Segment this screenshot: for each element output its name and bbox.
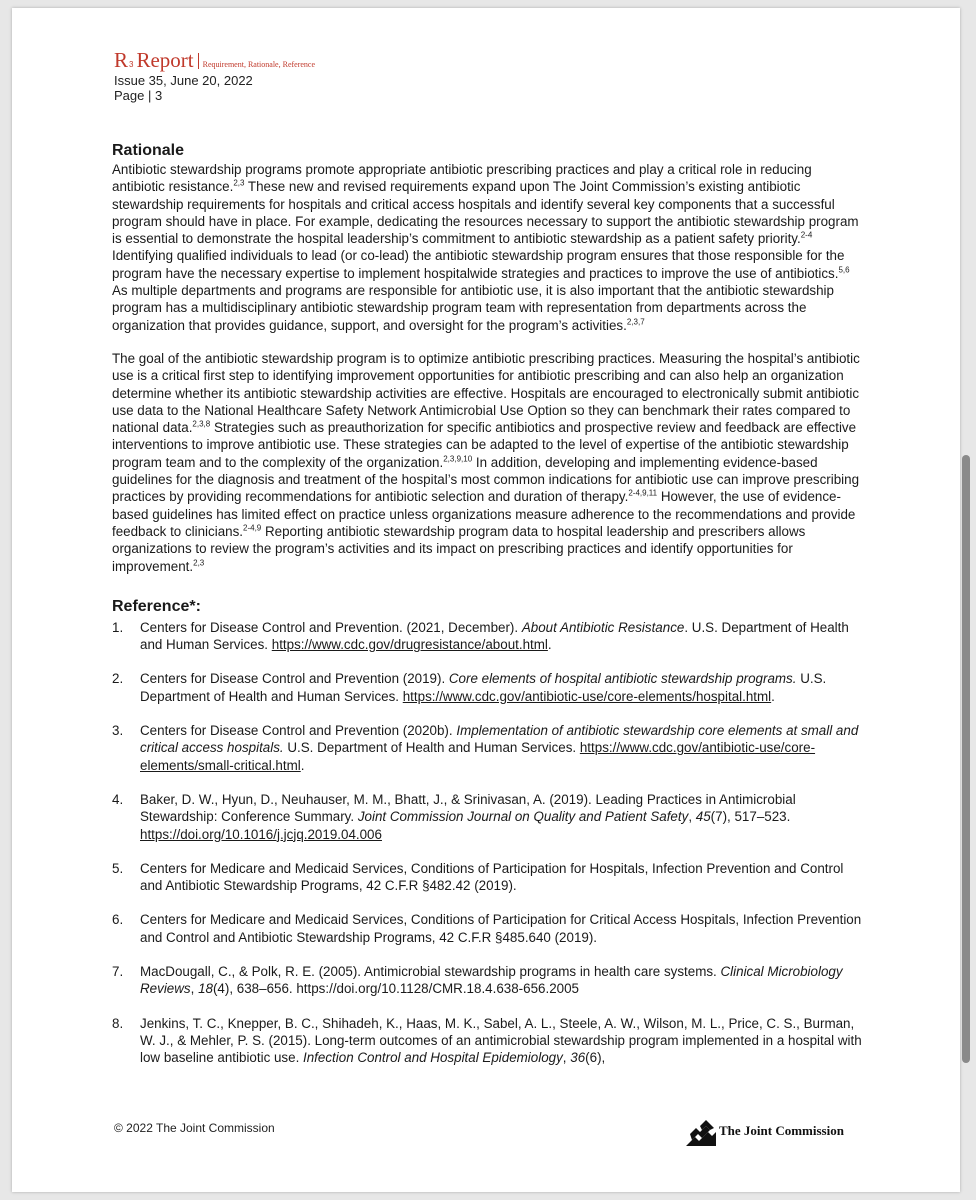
reference-number: 6. bbox=[112, 912, 124, 928]
citation-superscript: 2,3 bbox=[233, 178, 245, 188]
reference-list bbox=[112, 619, 864, 1067]
text-run: (6), bbox=[585, 1050, 606, 1066]
scrollbar-thumb[interactable] bbox=[962, 455, 970, 1063]
reference-text bbox=[140, 670, 864, 705]
citation-superscript: 5,6 bbox=[838, 265, 850, 275]
citation-superscript: 2-4,9,11 bbox=[628, 488, 658, 498]
citation-superscript: 2,3,9,10 bbox=[443, 454, 473, 464]
logo-tagline: Requirement, Rationale, Reference bbox=[202, 60, 316, 69]
citation-superscript: 2,3 bbox=[193, 558, 205, 568]
copyright: © 2022 The Joint Commission bbox=[114, 1121, 275, 1135]
text-run: Centers for Disease Control and Prevention (2020b). bbox=[140, 723, 457, 739]
joint-commission-logo bbox=[686, 1116, 844, 1146]
text-run: In addition, developing and implementing evidence-based guidelines for the diagnosis and treatment of the hospital’s most common indications for antibiotic use can improve prescribing practices by providing recommendations for antibiotic selection and duration of therapy. bbox=[112, 454, 860, 505]
reference-link[interactable]: https://www.cdc.gov/antibiotic-use/core-elements/hospital.html bbox=[402, 688, 772, 704]
text-run: . bbox=[300, 757, 305, 773]
text-run: , bbox=[688, 809, 696, 825]
report-logo bbox=[114, 48, 315, 73]
text-run: (7), 517–523. bbox=[710, 809, 791, 825]
reference-number: 3. bbox=[112, 723, 124, 739]
text-run: , bbox=[190, 981, 199, 997]
reference-item bbox=[112, 963, 864, 998]
reference-number: 2. bbox=[112, 671, 124, 687]
citation-superscript: 2,3,8 bbox=[192, 419, 211, 429]
joint-commission-wordmark: The Joint Commission bbox=[719, 1123, 844, 1138]
text-run: , bbox=[562, 1050, 571, 1066]
citation-superscript: 2-4,9 bbox=[243, 523, 262, 533]
logo-r: R bbox=[114, 48, 129, 72]
text-run: Reporting antibiotic stewardship program data to hospital leadership and prescribers allows organizations to review the program’s activities and its impact on prescribing practices and identify opportunities for improvement. bbox=[112, 523, 806, 574]
reference-number: 7. bbox=[112, 963, 124, 979]
reference-item bbox=[112, 791, 864, 843]
text-run: (4), 638–656. https://doi.org/10.1128/CMR.18.4.638-656.2005 bbox=[212, 981, 579, 997]
text-run: Jenkins, T. C., Knepper, B. C., Shihadeh, K., Haas, M. K., Sabel, A. L., Steele, A. W., Wilson, M. L., Price, C. S., Burman, W. J., & Mehler, P. S. (2015). Long-term outcomes of an antimicrobial stewardship program implemented in a hospital with low baseline antibiotic use. bbox=[140, 1015, 862, 1066]
main-content bbox=[112, 141, 864, 1083]
joint-commission-logo-icon bbox=[686, 1116, 716, 1146]
page-number: Page | 3 bbox=[114, 88, 163, 103]
reference-item bbox=[112, 619, 864, 654]
text-run: Baker, D. W., Hyun, D., Neuhauser, M. M., Bhatt, J., & Srinivasan, A. (2019). Leading Practices in Antimicrobial Stewardship: Conference Summary. bbox=[140, 791, 796, 825]
reference-link[interactable]: https://www.cdc.gov/antibiotic-use/core-elements/small-critical.html bbox=[140, 740, 816, 773]
references-heading: Reference*: bbox=[112, 597, 201, 615]
rationale-heading: Rationale bbox=[112, 142, 185, 159]
text-run: Identifying qualified individuals to lead (or co-lead) the antibiotic stewardship program ensures that those responsible for the program have the necessary expertise to implement hospitalwide strategies and practices to improve the use of antibiotics. bbox=[112, 248, 845, 281]
reference-text bbox=[140, 791, 864, 843]
reference-text bbox=[140, 722, 864, 774]
text-run: These new and revised requirements expand upon The Joint Commission’s existing antibiotic stewardship requirements for hospitals and critical access hospitals and identify several key components that a successful program should have in place. For example, dedicating the resources necessary to support the antibiotic stewardship program is essential to demonstrate the hospital leadership’s commitment to antibiotic stewardship as a patient safety priority. bbox=[112, 179, 859, 247]
text-run: The goal of the antibiotic stewardship program is to optimize antibiotic prescribing practices. Measuring the hospital’s antibiotic use is a critical first step to identifying improvement opportunities for antibiotic prescribing and can also help an organization determine whether its antibiotic stewardship activities are effective. Hospitals are encouraged to electronically submit antibiotic use data to the National Healthcare Safety Network Antimicrobial Use Option so they can benchmark their rates compared to national data. bbox=[112, 350, 860, 436]
text-run: U.S. Department of Health and Human Services. bbox=[140, 671, 827, 704]
reference-text bbox=[140, 1015, 864, 1067]
reference-text bbox=[140, 911, 864, 946]
reference-text bbox=[140, 860, 864, 895]
text-run: U.S. Department of Health and Human Services. bbox=[283, 740, 580, 756]
italic-text: Infection Control and Hospital Epidemiology bbox=[303, 1050, 563, 1066]
text-run: As multiple departments and programs are responsible for antibiotic use, it is also important that the antibiotic stewardship program has a multidisciplinary antibiotic stewardship program team with representation from departments across the organization that provides guidance, support, and oversight for the program’s activities. bbox=[112, 283, 834, 333]
reference-number: 1. bbox=[112, 619, 124, 635]
issue-line: Issue 35, June 20, 2022 bbox=[114, 73, 253, 88]
report-header bbox=[114, 48, 315, 103]
italic-text: 45 bbox=[695, 809, 711, 825]
text-run: Centers for Medicare and Medicaid Services, Conditions of Participation for Critical Access Hospitals, Infection Prevention and Control and Antibiotic Stewardship Programs, 42 C.F.R §485.640 (2019). bbox=[140, 912, 862, 945]
italic-text: 18 bbox=[198, 981, 213, 997]
text-run: . bbox=[547, 637, 552, 653]
citation-superscript: 2-4 bbox=[800, 230, 813, 240]
reference-number: 8. bbox=[112, 1015, 124, 1031]
reference-item bbox=[112, 860, 864, 895]
reference-number: 4. bbox=[112, 791, 124, 807]
italic-text: Clinical Microbiology Reviews bbox=[140, 963, 843, 997]
reference-link[interactable]: https://www.cdc.gov/drugresistance/about.html bbox=[271, 637, 548, 653]
reference-link[interactable]: https://doi.org/10.1016/j.jcjq.2019.04.006 bbox=[140, 826, 382, 842]
text-run: Centers for Disease Control and Prevention. (2021, December). bbox=[140, 619, 522, 635]
text-run: Centers for Disease Control and Prevention (2019). bbox=[140, 671, 449, 687]
reference-item bbox=[112, 722, 864, 774]
logo-superscript: 3 bbox=[129, 60, 134, 69]
citation-superscript: 2,3,7 bbox=[626, 317, 645, 327]
italic-text: Implementation of antibiotic stewardship core elements at small and critical access hospitals. bbox=[140, 723, 859, 756]
rationale-paragraph-1 bbox=[112, 161, 864, 334]
reference-text bbox=[140, 963, 864, 998]
rationale-paragraph-2 bbox=[112, 350, 864, 575]
text-run: Antibiotic stewardship programs promote appropriate antibiotic prescribing practices and play a critical role in reducing antibiotic resistance. bbox=[112, 162, 812, 195]
text-run: Strategies such as preauthorization for specific antibiotics and prospective review and feedback are effective interventions to improve antibiotic use. These strategies can be adapted to the level of expertise of the antibiotic stewardship program team and to the complexity of the organization. bbox=[112, 420, 857, 470]
italic-text: Core elements of hospital antibiotic stewardship programs. bbox=[448, 671, 797, 687]
text-run: . U.S. Department of Health and Human Services. bbox=[140, 619, 849, 653]
text-run: However, the use of evidence-based guidelines has limited effect on practice unless organizations measure adherence to the recommendations and provide feedback to clinicians. bbox=[112, 489, 856, 539]
italic-text: 36 bbox=[570, 1050, 586, 1066]
text-run: MacDougall, C., & Polk, R. E. (2005). Antimicrobial stewardship programs in health care systems. bbox=[140, 963, 721, 979]
document-page bbox=[12, 8, 960, 1192]
logo-divider bbox=[198, 53, 199, 69]
reference-text bbox=[140, 619, 864, 654]
text-run: Centers for Medicare and Medicaid Services, Conditions of Participation for Hospitals, Infection Prevention and Control and Antibiotic Stewardship Programs, 42 C.F.R §482.42 (2019). bbox=[140, 860, 844, 894]
italic-text: About Antibiotic Resistance bbox=[521, 619, 685, 635]
italic-text: Joint Commission Journal on Quality and Patient Safety bbox=[357, 809, 689, 825]
reference-number: 5. bbox=[112, 860, 124, 876]
reference-item bbox=[112, 911, 864, 946]
text-run: . bbox=[771, 688, 775, 704]
reference-item bbox=[112, 1015, 864, 1067]
logo-report-word: Report bbox=[136, 48, 194, 72]
reference-item bbox=[112, 670, 864, 705]
